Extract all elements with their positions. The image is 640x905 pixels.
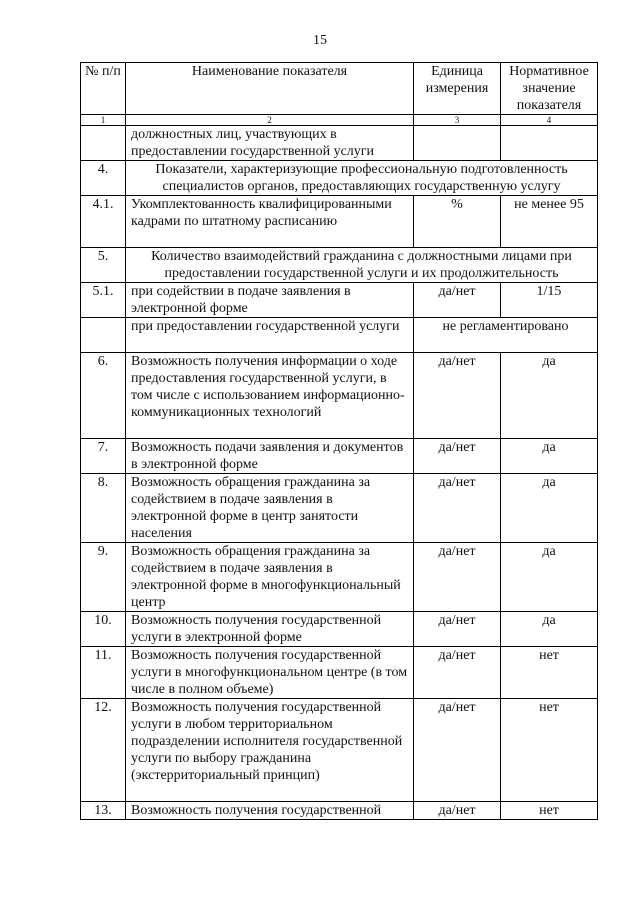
row-norm: да: [501, 439, 598, 474]
section-title: Количество взаимодействий гражданина с должностными лицами при предоставлении государственной услуги и их продолжительность: [126, 248, 598, 283]
row-num: 11.: [81, 647, 126, 699]
row-name: Возможность получения государственной услуги в многофункциональном центре (в том числе в полном объеме): [126, 647, 414, 699]
table-row: [81, 647, 598, 699]
table-row: [81, 699, 598, 802]
row-num: 9.: [81, 543, 126, 612]
row-norm: не менее 95: [501, 196, 598, 248]
row-name: должностных лиц, участвующих в предоставлении государственной услуги: [126, 126, 414, 161]
row-unit: да/нет: [414, 543, 501, 612]
row-unit: да/нет: [414, 699, 501, 802]
column-number: 2: [126, 115, 414, 126]
row-num: 8.: [81, 474, 126, 543]
row-num: 13.: [81, 802, 126, 820]
row-num: 5.1.: [81, 283, 126, 318]
header-name: Наименование показателя: [126, 63, 414, 115]
column-number-row: [81, 115, 598, 126]
header-unit: Единица измерения: [414, 63, 501, 115]
table-row: [81, 802, 598, 820]
row-num: 10.: [81, 612, 126, 647]
table-header-row: [81, 63, 598, 115]
row-norm: нет: [501, 802, 598, 820]
table-row: [81, 612, 598, 647]
row-unit: да/нет: [414, 474, 501, 543]
table-row: [81, 543, 598, 612]
row-num: 5.: [81, 248, 126, 283]
row-unit: да/нет: [414, 283, 501, 318]
row-name: при содействии в подаче заявления в электронной форме: [126, 283, 414, 318]
row-num: [81, 318, 126, 353]
row-name: Возможность получения государственной услуги в любом территориальном подразделении исполнителя государственной услуги по выбору гражданина (экстерриториальный принцип): [126, 699, 414, 802]
column-number: 3: [414, 115, 501, 126]
row-name: Возможность подачи заявления и документов в электронной форме: [126, 439, 414, 474]
row-name: Возможность обращения гражданина за содействием в подаче заявления в электронной форме в многофункциональный центр: [126, 543, 414, 612]
row-name: при предоставлении государственной услуги: [126, 318, 414, 353]
table-row: [81, 283, 598, 318]
row-num: 7.: [81, 439, 126, 474]
row-unit: да/нет: [414, 802, 501, 820]
row-unit: да/нет: [414, 612, 501, 647]
column-number: 4: [501, 115, 598, 126]
table-row: [81, 353, 598, 439]
row-norm: [501, 126, 598, 161]
row-num: 4.1.: [81, 196, 126, 248]
row-unit: [414, 126, 501, 161]
row-unit: да/нет: [414, 647, 501, 699]
row-norm: да: [501, 353, 598, 439]
row-norm: да: [501, 612, 598, 647]
page-number: 15: [313, 33, 327, 48]
section-row: [81, 248, 598, 283]
table-row: [81, 126, 598, 161]
row-norm: нет: [501, 647, 598, 699]
row-norm: да: [501, 474, 598, 543]
indicators-table: [80, 62, 598, 820]
table-row: [81, 318, 598, 353]
section-row: [81, 161, 598, 196]
row-num: 12.: [81, 699, 126, 802]
row-norm: 1/15: [501, 283, 598, 318]
row-name: Возможность получения информации о ходе предоставления государственной услуги, в том числе с использованием информационно-коммуникационных технологий: [126, 353, 414, 439]
row-name: Укомплектованность квалифицированными кадрами по штатному расписанию: [126, 196, 414, 248]
row-num: 6.: [81, 353, 126, 439]
table-row: [81, 196, 598, 248]
row-num: [81, 126, 126, 161]
row-unit: %: [414, 196, 501, 248]
header-num: № п/п: [81, 63, 126, 115]
table-row: [81, 474, 598, 543]
section-title: Показатели, характеризующие профессиональную подготовленность специалистов органов, предоставляющих государственную услугу: [126, 161, 598, 196]
row-norm: да: [501, 543, 598, 612]
table-row: [81, 439, 598, 474]
row-name: Возможность обращения гражданина за содействием в подаче заявления в электронной форме в центр занятости населения: [126, 474, 414, 543]
row-merged-value: не регламентировано: [414, 318, 598, 353]
row-unit: да/нет: [414, 353, 501, 439]
column-number: 1: [81, 115, 126, 126]
row-name: Возможность получения государственной услуги в электронной форме: [126, 612, 414, 647]
row-unit: да/нет: [414, 439, 501, 474]
header-norm: Нормативное значение показателя: [501, 63, 598, 115]
row-num: 4.: [81, 161, 126, 196]
row-name: Возможность получения государственной: [126, 802, 414, 820]
row-norm: нет: [501, 699, 598, 802]
